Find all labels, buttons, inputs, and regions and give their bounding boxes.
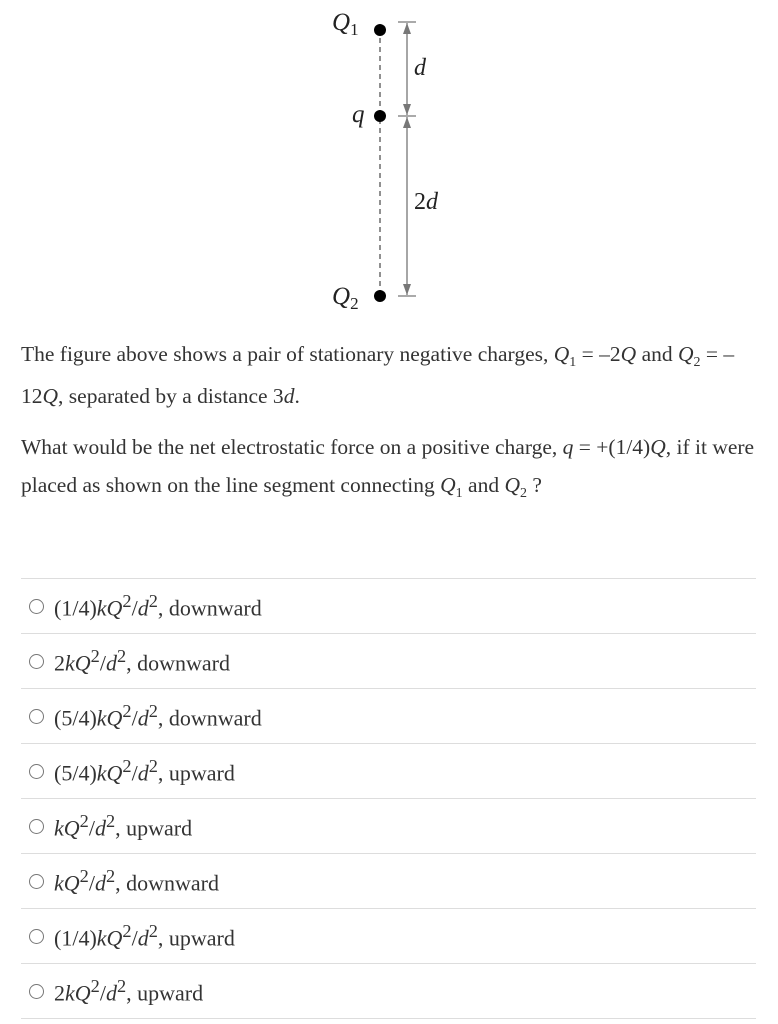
radio-button[interactable] <box>29 929 44 944</box>
radio-button[interactable] <box>29 709 44 724</box>
answer-option[interactable] <box>21 688 756 743</box>
option-label: $kQ^2/d^2$, downward <box>54 865 219 896</box>
answer-option[interactable] <box>21 853 756 908</box>
question-prompt: What would be the net electrostatic force on a positive charge, q = +(1/4)Q, if it were placed as shown on the line segment connecting $Q_1$ and $Q_2$ ? <box>21 435 755 501</box>
option-label: $2kQ^2/d^2$, downward <box>54 645 230 676</box>
answer-option[interactable] <box>21 798 756 853</box>
distance-2d-label: 2d <box>414 189 438 215</box>
option-label: $(5/4)kQ^2/d^2$, downward <box>54 700 262 731</box>
charge-q2-dot <box>374 290 386 302</box>
charge-q2-label: $Q_2$ <box>332 283 359 313</box>
question-intro: The figure above shows a pair of stationary negative charges, $Q_1 = -2Q$ and $Q_2 = -12Q$, separated by a distance 3d. <box>21 342 735 408</box>
answer-option[interactable] <box>21 963 756 1019</box>
radio-button[interactable] <box>29 599 44 614</box>
charge-diagram <box>0 0 778 320</box>
radio-button[interactable] <box>29 819 44 834</box>
answer-option[interactable] <box>21 908 756 963</box>
charge-q-dot <box>374 110 386 122</box>
radio-button[interactable] <box>29 764 44 779</box>
option-label: $(1/4)kQ^2/d^2$, upward <box>54 920 235 951</box>
option-label: $(5/4)kQ^2/d^2$, upward <box>54 755 235 786</box>
radio-button[interactable] <box>29 984 44 999</box>
radio-button[interactable] <box>29 874 44 889</box>
diagram-graphic <box>0 0 778 320</box>
distance-d-label: d <box>414 55 426 81</box>
radio-button[interactable] <box>29 654 44 669</box>
answer-options <box>21 578 756 1019</box>
answer-option[interactable] <box>21 743 756 798</box>
charge-q-label: q <box>352 101 365 128</box>
answer-option[interactable] <box>21 633 756 688</box>
option-label: $2kQ^2/d^2$, upward <box>54 975 204 1006</box>
option-label: $kQ^2/d^2$, upward <box>54 810 193 841</box>
option-label: $(1/4)kQ^2/d^2$, downward <box>54 590 262 621</box>
charge-q1-dot <box>374 24 386 36</box>
answer-option[interactable] <box>21 578 756 633</box>
charge-q1-label: $Q_1$ <box>332 9 359 39</box>
